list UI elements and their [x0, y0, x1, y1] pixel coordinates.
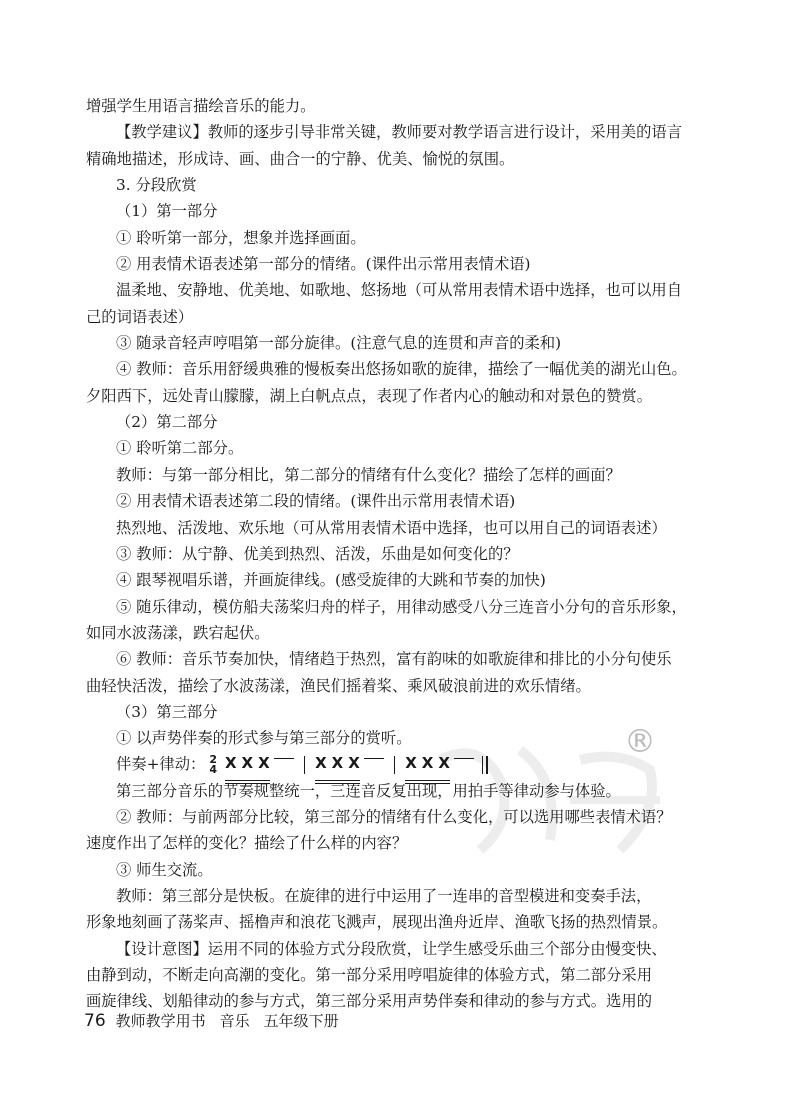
- subsection-heading: （2）第二部分: [116, 413, 218, 432]
- text-line: 温柔地、安静地、优美地、如歌地、悠扬地（可从常用表情术语中选择，也可以用自: [116, 281, 682, 300]
- rhythm-note: X: [315, 753, 327, 772]
- time-signature-bottom: 4: [209, 762, 217, 776]
- text-line: ④ 跟琴视唱乐谱，并画旋律线。(感受旋律的大跳和节奏的加快): [116, 571, 546, 590]
- text-line: ③ 师生交流。: [116, 860, 213, 879]
- barline: [304, 756, 305, 774]
- barline: [394, 756, 395, 774]
- text-line: ④ 教师：音乐用舒缓典雅的慢板奏出悠扬如歌的旋律，描绘了一幅优美的湖光山色。: [116, 360, 687, 379]
- rest-dash: [364, 758, 384, 759]
- text-line: ① 以声势伴奏的形式参与第三部分的赏听。: [116, 729, 412, 748]
- triplet-group: [315, 750, 360, 779]
- text-line: ② 用表情术语表述第二段的情绪。(课件出示常用表情术语): [116, 492, 516, 511]
- page-number: 76: [84, 1011, 106, 1031]
- text-line: ③ 随录音轻声哼唱第一部分旋律。(注意气息的连贯和声音的柔和): [116, 334, 562, 353]
- rhythm-note: X: [348, 753, 360, 772]
- time-signature-top: 2: [209, 752, 217, 766]
- text-line: ⑥ 教师：音乐节奏加快，情绪趋于热烈，富有韵味的如歌旋律和排比的小分句使乐: [116, 650, 672, 669]
- text-line: 由静到动，不断走向高潮的变化。第一部分采用哼唱旋律的体验方式，第二部分采用: [86, 966, 652, 984]
- text-line: 夕阳西下，远处青山朦朦，湖上白帆点点，表现了作者内心的触动和对景色的赞赏。: [86, 386, 652, 405]
- text-line: 热烈地、活泼地、欢乐地（可从常用表情术语中选择，也可以用自己的词语表述）: [116, 518, 667, 537]
- text-line: 教师：与第一部分相比，第二部分的情绪有什么变化？描绘了怎样的画面？: [116, 465, 621, 484]
- text-line: ⑤ 随乐律动，模仿船夫荡桨归舟的样子，用律动感受八分三连音小分句的音乐形象，: [116, 597, 687, 616]
- subject-label: 音乐: [219, 1012, 250, 1030]
- text-line: ① 聆听第一部分，想象并选择画面。: [116, 228, 366, 247]
- rhythm-note: X: [241, 753, 254, 772]
- text-line: 第三部分音乐的节奏规整统一，三连音反复出现，用拍手等律动参与体验。: [116, 781, 621, 800]
- grade-label: 五年级下册: [263, 1012, 339, 1030]
- text-line: 速度作出了怎样的变化？描绘了什么样的内容？: [86, 834, 408, 853]
- text-line: 教师：第三部分是快板。在旋律的进行中运用了一连串的音型模进和变奏手法，: [116, 886, 652, 905]
- text-line: 增强学生用语言描绘音乐的能力。: [86, 97, 316, 115]
- text-line: 曲轻快活泼，描绘了水波荡漾，渔民们摇着桨、乘风破浪前进的欢乐情绪。: [86, 676, 591, 695]
- rhythm-note: X: [331, 753, 344, 772]
- rhythm-notation: [86, 752, 714, 778]
- rest-dash: [454, 758, 474, 759]
- text-line: ① 聆听第二部分。: [116, 439, 244, 458]
- page-footer: [84, 1010, 339, 1031]
- rhythm-note: X: [405, 753, 417, 772]
- body-text: [86, 93, 714, 1015]
- watermark-registered-mark: ®: [624, 722, 656, 760]
- text-line: 己的词语表述）: [86, 307, 194, 326]
- rhythm-label: 伴奏+律动：: [116, 755, 206, 774]
- rhythm-note: X: [421, 753, 434, 772]
- time-signature: [209, 752, 217, 776]
- rest-dash: [274, 758, 294, 759]
- rhythm-note: X: [258, 753, 270, 772]
- text-line: ③ 教师：从宁静、优美到热烈、活泼，乐曲是如何变化的？: [116, 544, 519, 563]
- text-line: 如同水波荡漾，跌宕起伏。: [86, 623, 270, 642]
- text-line: 【设计意图】运用不同的体验方式分段欣赏，让学生感受乐曲三个部分由慢变快、: [116, 939, 667, 958]
- book-title: 教师教学用书: [115, 1012, 206, 1030]
- subsection-heading: （3）第三部分: [116, 702, 218, 721]
- text-line: ② 教师：与前两部分比较，第三部分的情绪有什么变化，可以选用哪些表情术语？: [116, 807, 672, 826]
- rhythm-note: X: [224, 753, 237, 772]
- double-barline: [482, 756, 488, 774]
- text-line: ② 用表情术语表述第一部分的情绪。(课件出示常用表情术语): [116, 255, 531, 274]
- text-line: 画旋律线、划船律动的参与方式，第三部分采用声势伴奏和律动的参与方式。选用的: [86, 992, 652, 1011]
- triplet-group: [405, 750, 450, 779]
- section-heading: 3. 分段欣赏: [116, 176, 197, 195]
- text-line: 精确地描述，形成诗、画、曲合一的宁静、优美、愉悦的氛围。: [86, 149, 515, 168]
- subsection-heading: （1）第一部分: [116, 202, 218, 221]
- text-line: 形象地刻画了荡桨声、摇橹声和浪花飞溅声，展现出渔舟近岸、渔歌飞扬的热烈情景。: [86, 913, 668, 932]
- text-line: 【教学建议】教师的逐步引导非常关键，教师要对教学语言进行设计，采用美的语言: [116, 123, 682, 142]
- rhythm-note: X: [438, 753, 450, 772]
- triplet-group: [225, 750, 270, 779]
